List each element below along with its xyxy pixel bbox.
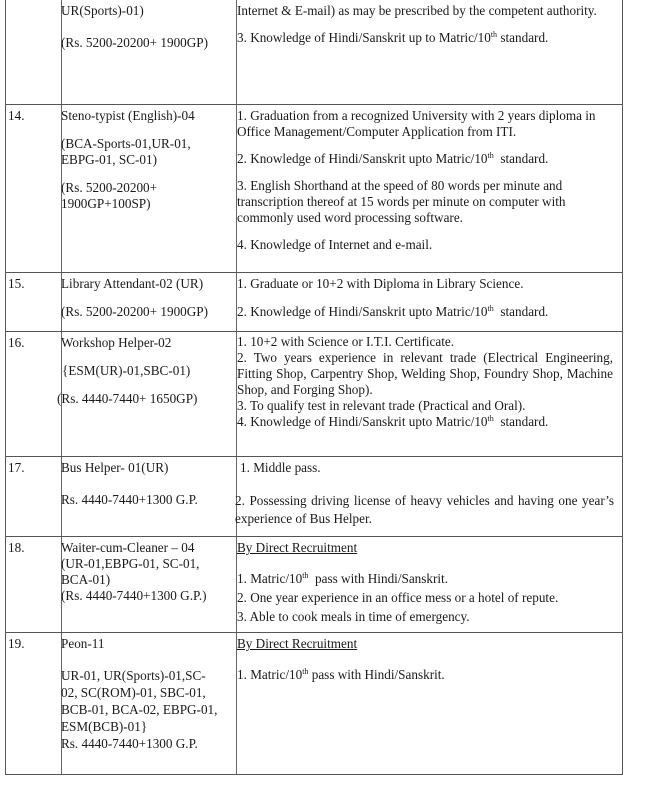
qualification-item: 2. One year experience in an office mess or a hotel of repute. <box>237 590 559 605</box>
post-pay-scale: (Rs. 5200-20200+ 1900GP+100SP) <box>61 180 158 211</box>
qualification-cell <box>237 636 613 683</box>
post-category: (UR-01,EBPG-01, SC-01, BCA-01) <box>61 556 200 587</box>
qualification-item: 2. Two years experience in relevant trade (Electrical Engineering, Fitting Shop, Carpentry Shop, Welding Shop, Foundry Shop, Machine Shop, and Forging Shop). <box>237 350 613 397</box>
qualification-cell <box>237 334 613 430</box>
qualification-item: 2. Knowledge of Hindi/Sanskrit upto Matric/10th standard. <box>237 304 549 319</box>
post-category: UR-01, UR(Sports)-01,SC-02, SC(ROM)-01, SBC-01, BCB-01, BCA-02, EBPG-01, ESM(BCB)-01} <box>61 668 218 734</box>
row-divider <box>6 331 622 332</box>
qualification-item: 2. Knowledge of Hindi/Sanskrit upto Matric/10th standard. <box>237 151 549 166</box>
post-cell <box>61 108 231 212</box>
post-cell <box>61 636 231 752</box>
row-divider <box>6 104 622 105</box>
qualification-item: 1. Matric/10th pass with Hindi/Sanskrit. <box>237 667 445 682</box>
serial-number: 17. <box>8 460 25 475</box>
post-cell <box>61 460 231 508</box>
post-title: Steno-typist (English)-04 <box>61 108 195 123</box>
qualification-item: 2. Possessing driving license of heavy vehicles and having one year’s experience of Bus Helper. <box>235 493 614 526</box>
post-category: (BCA-Sports-01,UR-01, EBPG-01, SC-01) <box>61 136 191 167</box>
qualification-item: 3. English Shorthand at the speed of 80 words per minute and transcription thereof at 15 words per minute on computer with commonly used word processing software. <box>237 178 566 225</box>
qualification-cell <box>237 276 613 320</box>
qualification-item: 1. Middle pass. <box>240 460 321 475</box>
post-cell <box>61 276 231 320</box>
qualification-item: 4. Knowledge of Internet and e-mail. <box>237 237 433 252</box>
recruitment-method-heading: By Direct Recruitment <box>237 540 358 555</box>
row-divider <box>6 272 622 273</box>
post-category: {ESM(UR)-01,SBC-01) <box>62 363 191 378</box>
serial-number: 19. <box>8 636 25 651</box>
row-divider <box>6 632 622 633</box>
qualification-item: 3. Able to cook meals in time of emergency. <box>237 609 470 624</box>
recruitment-method-heading: By Direct Recruitment <box>237 636 358 651</box>
serial-number: 18. <box>8 540 25 555</box>
qualification-cell <box>237 108 613 253</box>
qualification-item: 1. 10+2 with Science or I.T.I. Certificate. <box>237 334 455 349</box>
post-pay-scale: (Rs. 4440-7440+ 1650GP) <box>57 391 198 406</box>
post-title: Workshop Helper-02 <box>61 335 172 350</box>
qualification-item: 3. Knowledge of Hindi/Sanskrit up to Matric/10th standard. <box>237 30 549 45</box>
serial-number: 14. <box>8 108 25 123</box>
post-pay-scale: (Rs. 5200-20200+ 1900GP) <box>61 304 209 319</box>
qualification-item: Internet & E-mail) as may be prescribed by the competent authority. <box>237 3 597 18</box>
serial-number: 15. <box>8 276 25 291</box>
qualification-item: 1. Matric/10th pass with Hindi/Sanskrit. <box>237 571 449 586</box>
post-title: Peon-11 <box>61 636 105 651</box>
qualification-item: 4. Knowledge of Hindi/Sanskrit upto Matric/10th standard. <box>237 414 549 429</box>
post-title: Bus Helper- 01(UR) <box>61 460 169 475</box>
serial-number: 16. <box>8 335 25 350</box>
post-category: UR(Sports)-01) <box>61 3 144 18</box>
post-pay-scale: (Rs. 4440-7440+1300 G.P.) <box>61 588 207 603</box>
post-pay-scale: Rs. 4440-7440+1300 G.P. <box>61 492 198 507</box>
post-cell <box>57 335 231 407</box>
post-title: Waiter-cum-Cleaner – 04 <box>61 540 195 555</box>
qualification-item: 1. Graduation from a recognized University with 2 years diploma in Office Management/Computer Application from ITI. <box>237 108 596 139</box>
qualification-item: 3. To qualify test in relevant trade (Practical and Oral). <box>237 398 526 413</box>
row-divider <box>6 456 622 457</box>
post-cell <box>61 540 231 604</box>
qualification-item: 1. Graduate or 10+2 with Diploma in Library Science. <box>237 276 524 291</box>
row-divider <box>6 536 622 537</box>
post-pay-scale: (Rs. 5200-20200+ 1900GP) <box>61 35 209 50</box>
post-cell <box>61 3 231 51</box>
qualification-cell <box>235 460 614 528</box>
post-title: Library Attendant-02 (UR) <box>61 276 204 291</box>
post-pay-scale: Rs. 4440-7440+1300 G.P. <box>61 736 198 751</box>
qualification-cell <box>237 3 613 46</box>
qualification-cell <box>237 540 613 625</box>
